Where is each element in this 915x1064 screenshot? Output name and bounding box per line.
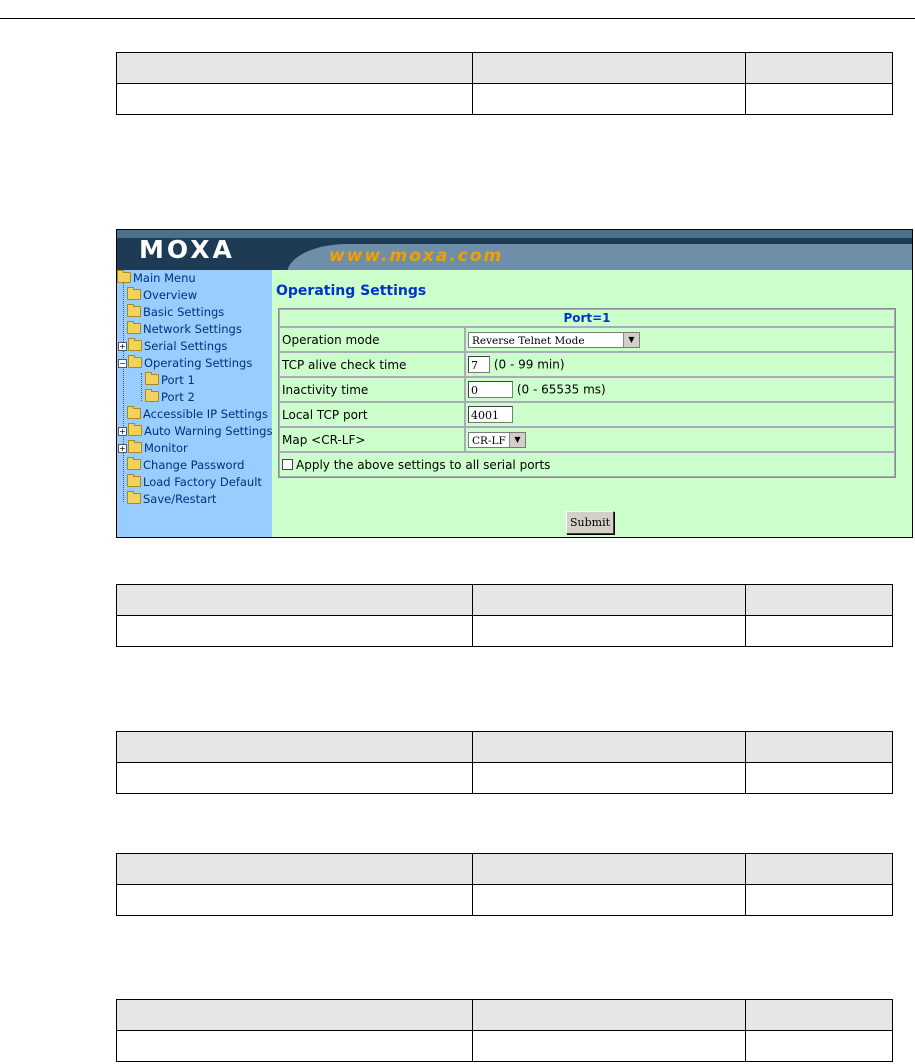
folder-icon bbox=[128, 442, 142, 453]
moxa-logo: MOXA bbox=[139, 235, 235, 264]
operation-mode-label: Operation mode bbox=[279, 327, 465, 352]
sidebar-item-network-settings[interactable]: Network Settings bbox=[127, 321, 242, 338]
apply-all-row[interactable] bbox=[279, 452, 895, 477]
folder-icon bbox=[127, 306, 141, 317]
folder-icon bbox=[128, 425, 142, 436]
sidebar-item-accessible-ip[interactable]: Accessible IP Settings bbox=[127, 406, 268, 423]
collapse-minus-icon[interactable]: − bbox=[119, 359, 126, 368]
dropdown-arrow-icon: ▼ bbox=[509, 433, 525, 447]
folder-icon bbox=[127, 493, 141, 504]
sidebar-item-port-2[interactable]: Port 2 bbox=[145, 389, 195, 406]
folder-icon bbox=[127, 323, 141, 334]
sidebar-menu bbox=[117, 270, 272, 538]
tcp-alive-label: TCP alive check time bbox=[279, 352, 465, 377]
folder-icon bbox=[145, 374, 159, 385]
sidebar-item-monitor[interactable]: + Monitor bbox=[119, 441, 188, 455]
banner bbox=[117, 230, 913, 270]
map-crlf-select[interactable]: CR-LF ▼ bbox=[468, 432, 526, 448]
sidebar-item-auto-warning[interactable]: + Auto Warning Settings bbox=[119, 424, 273, 438]
map-crlf-label: Map <CR-LF> bbox=[279, 427, 465, 452]
sidebar-item-basic-settings[interactable]: Basic Settings bbox=[127, 304, 224, 321]
doc-table-3 bbox=[116, 731, 893, 794]
apply-all-label: Apply the above settings to all serial ports bbox=[296, 457, 551, 472]
folder-icon bbox=[128, 340, 142, 351]
page-title: Operating Settings bbox=[276, 283, 427, 299]
folder-icon bbox=[127, 459, 141, 470]
banner-url: www.moxa.com bbox=[329, 246, 504, 266]
port-header: Port=1 bbox=[279, 309, 895, 327]
local-tcp-port-label: Local TCP port bbox=[279, 402, 465, 427]
web-console-screenshot bbox=[116, 229, 913, 538]
sidebar-item-serial-settings[interactable]: + Serial Settings bbox=[119, 339, 228, 353]
sidebar-item-load-factory-default[interactable]: Load Factory Default bbox=[127, 474, 262, 491]
settings-panel bbox=[272, 270, 913, 538]
doc-table-2 bbox=[116, 584, 893, 647]
sidebar-item-save-restart[interactable]: Save/Restart bbox=[127, 491, 216, 508]
tcp-alive-input[interactable]: 7 bbox=[468, 356, 490, 373]
local-tcp-port-input[interactable]: 4001 bbox=[468, 406, 513, 423]
doc-table-1 bbox=[116, 52, 893, 115]
expand-plus-icon[interactable]: + bbox=[119, 342, 126, 351]
sidebar-item-port-1[interactable]: Port 1 bbox=[145, 372, 195, 389]
sidebar-item-change-password[interactable]: Change Password bbox=[127, 457, 244, 474]
folder-icon bbox=[145, 391, 159, 402]
expand-plus-icon[interactable]: + bbox=[119, 444, 126, 453]
menu-root[interactable]: Main Menu bbox=[117, 270, 196, 287]
apply-all-checkbox[interactable] bbox=[282, 459, 293, 470]
inactivity-label: Inactivity time bbox=[279, 377, 465, 402]
folder-open-icon bbox=[117, 272, 131, 283]
folder-open-icon bbox=[128, 357, 142, 368]
sidebar-item-operating-settings[interactable]: − Operating Settings bbox=[119, 356, 253, 370]
sidebar-item-overview[interactable]: Overview bbox=[127, 287, 197, 304]
doc-table-5 bbox=[116, 999, 893, 1062]
inactivity-input[interactable]: 0 bbox=[468, 381, 513, 398]
dropdown-arrow-icon: ▼ bbox=[623, 333, 639, 347]
inactivity-hint: (0 - 65535 ms) bbox=[516, 382, 606, 397]
operation-mode-select[interactable]: Reverse Telnet Mode ▼ bbox=[468, 332, 640, 348]
doc-table-4 bbox=[116, 853, 893, 916]
folder-icon bbox=[127, 408, 141, 419]
page-header-rule bbox=[0, 18, 915, 19]
operating-settings-form bbox=[278, 308, 896, 478]
tcp-alive-hint: (0 - 99 min) bbox=[493, 357, 565, 372]
expand-plus-icon[interactable]: + bbox=[119, 427, 126, 436]
submit-button[interactable]: Submit bbox=[566, 511, 614, 534]
folder-icon bbox=[127, 289, 141, 300]
folder-icon bbox=[127, 476, 141, 487]
